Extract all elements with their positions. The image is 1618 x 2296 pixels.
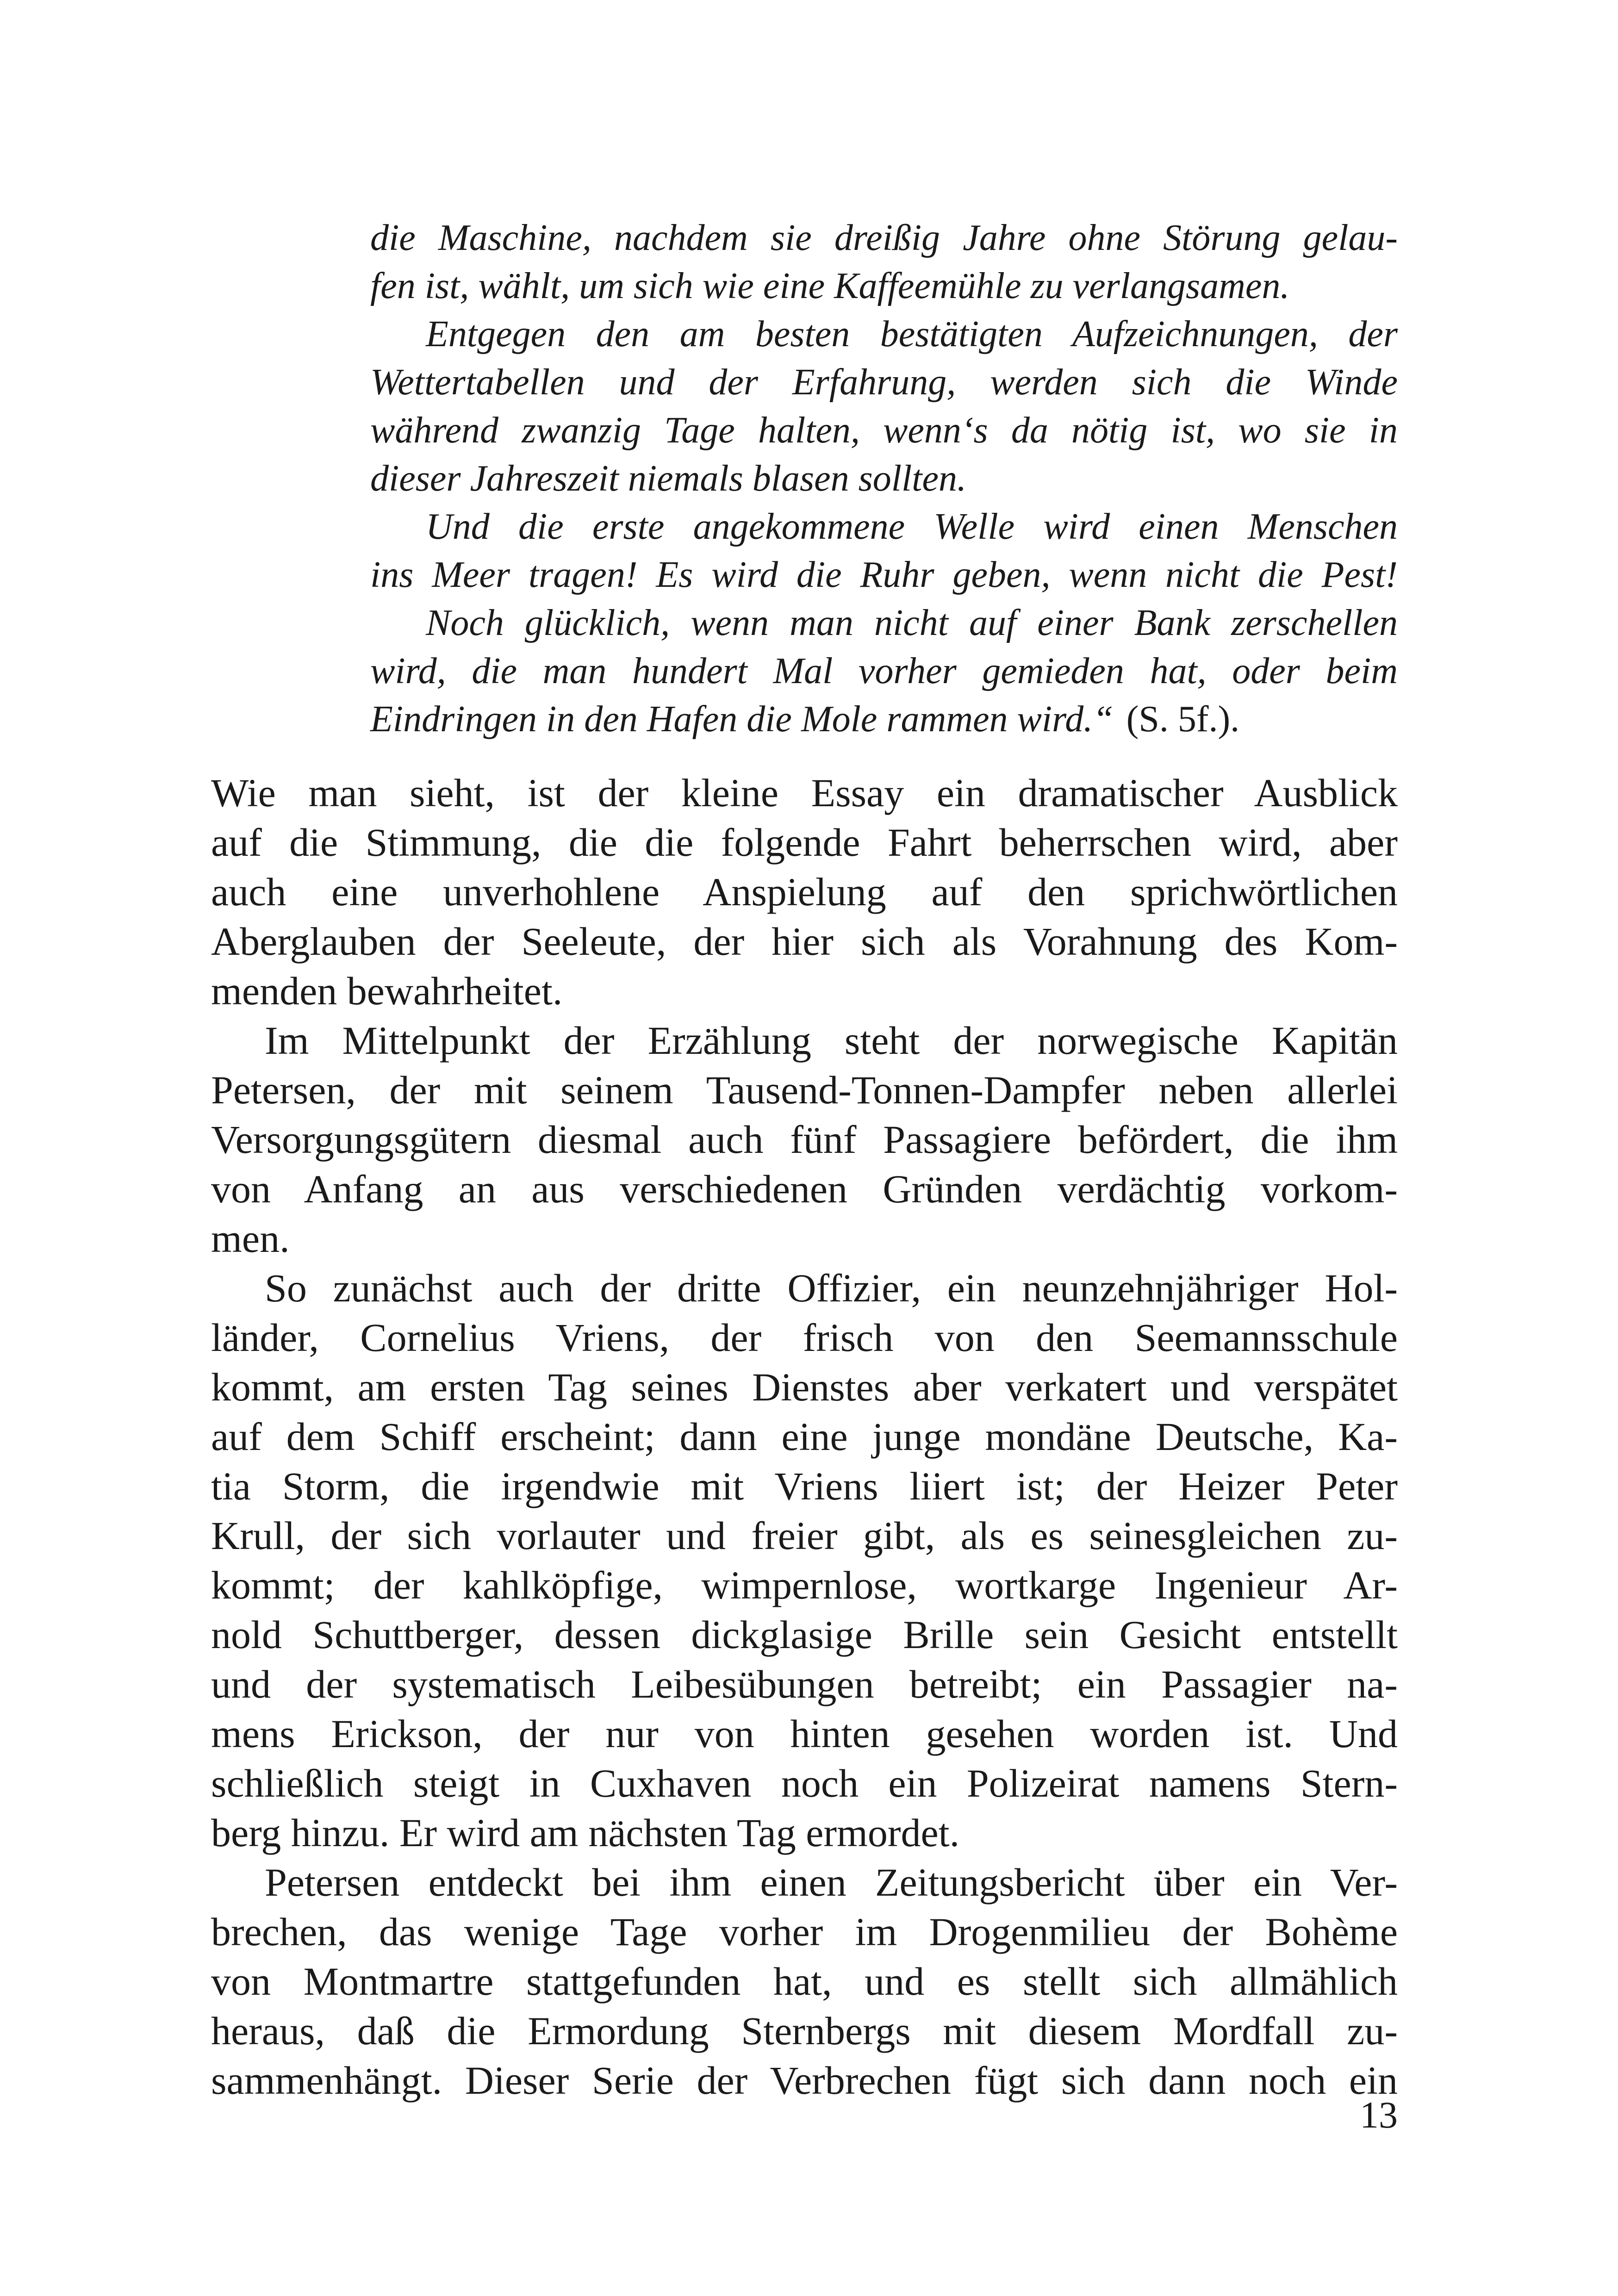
paragraph-line: Versorgungsgütern diesmal auch fünf Passagiere befördert, die ihm xyxy=(211,1117,1398,1162)
paragraph-line: tia Storm, die irgendwie mit Vriens liiert ist; der Heizer Peter xyxy=(211,1464,1398,1508)
paragraph-line: und der systematisch Leibesübungen betreibt; ein Passagier na- xyxy=(211,1662,1398,1706)
quote-line: Und die erste angekommene Welle wird einen Menschen xyxy=(426,506,1398,547)
quote-citation: (S. 5f.). xyxy=(1126,699,1240,740)
paragraph-line: Wie man sieht, ist der kleine Essay ein dramatischer Ausblick xyxy=(211,771,1398,815)
paragraph-line: Petersen entdeckt bei ihm einen Zeitungsbericht über ein Ver- xyxy=(265,1860,1398,1904)
quote-line: dieser Jahreszeit niemals blasen sollten. xyxy=(370,458,966,499)
page-number: 13 xyxy=(1360,2094,1398,2136)
paragraph-line: kommt, am ersten Tag seines Dienstes aber verkatert und verspätet xyxy=(211,1365,1398,1409)
paragraph-line: von Anfang an aus verschiedenen Gründen verdächtig vorkom- xyxy=(211,1167,1398,1211)
paragraph-line: sammenhängt. Dieser Serie der Verbrechen fügt sich dann noch ein xyxy=(211,2058,1398,2103)
paragraph-line: Krull, der sich vorlauter und freier gibt, als es seinesgleichen zu- xyxy=(211,1513,1398,1558)
paragraph-line: brechen, das wenige Tage vorher im Drogenmilieu der Bohème xyxy=(211,1910,1398,1954)
paragraph-line: mens Erickson, der nur von hinten gesehen worden ist. Und xyxy=(211,1711,1398,1756)
paragraph-line: berg hinzu. Er wird am nächsten Tag ermordet. xyxy=(211,1811,960,1855)
paragraph-line: nold Schuttberger, dessen dickglasige Brille sein Gesicht entstellt xyxy=(211,1612,1398,1657)
quote-line: wird, die man hundert Mal vorher gemieden hat, oder beim xyxy=(370,651,1398,691)
quote-line-text: Eindringen in den Hafen die Mole rammen wird.“ xyxy=(370,699,1114,740)
paragraph-line: auch eine unverhohlene Anspielung auf den sprichwörtlichen xyxy=(211,870,1398,914)
paragraph-line: auf die Stimmung, die die folgende Fahrt beherrschen wird, aber xyxy=(211,820,1398,865)
quote-line: Wettertabellen und der Erfahrung, werden sich die Winde xyxy=(370,362,1398,403)
paragraph-line: von Montmartre stattgefunden hat, und es stellt sich allmählich xyxy=(211,1959,1398,2004)
quote-line: Noch glücklich, wenn man nicht auf einer Bank zerschellen xyxy=(426,603,1398,643)
paragraph-line: Petersen, der mit seinem Tausend-Tonnen-Dampfer neben allerlei xyxy=(211,1068,1398,1112)
quote-line: Entgegen den am besten bestätigten Aufzeichnungen, der xyxy=(426,314,1398,355)
paragraph-line: heraus, daß die Ermordung Sternbergs mit diesem Mordfall zu- xyxy=(211,2009,1398,2053)
body-text xyxy=(211,768,1398,2105)
quote-line: ins Meer tragen! Es wird die Ruhr geben, wenn nicht die Pest! xyxy=(370,554,1398,595)
paragraph-line: men. xyxy=(211,1216,290,1261)
paragraph-line: auf dem Schiff erscheint; dann eine junge mondäne Deutsche, Ka- xyxy=(211,1414,1398,1459)
quote-line: während zwanzig Tage halten, wenn‘s da nötig ist, wo sie in xyxy=(370,410,1398,451)
quote-line: fen ist, wählt, um sich wie eine Kaffeemühle zu verlangsamen. xyxy=(370,266,1290,306)
paragraph-line: Aberglauben der Seeleute, der hier sich als Vorahnung des Kom- xyxy=(211,919,1398,964)
quote-last-line xyxy=(370,695,1398,743)
paragraph-line: So zunächst auch der dritte Offizier, ein neunzehnjähriger Hol- xyxy=(265,1266,1398,1310)
block-quote xyxy=(370,214,1398,743)
paragraph-line: menden bewahrheitet. xyxy=(211,969,563,1013)
paragraph-line: schließlich steigt in Cuxhaven noch ein Polizeirat namens Stern- xyxy=(211,1761,1398,1805)
paragraph-line: länder, Cornelius Vriens, der frisch von den Seemannsschule xyxy=(211,1315,1398,1360)
paragraph-line: Im Mittelpunkt der Erzählung steht der norwegische Kapitän xyxy=(265,1018,1398,1063)
paragraph-line: kommt; der kahlköpfige, wimpernlose, wortkarge Ingenieur Ar- xyxy=(211,1563,1398,1607)
quote-line: die Maschine, nachdem sie dreißig Jahre ohne Störung gelau- xyxy=(370,218,1398,258)
